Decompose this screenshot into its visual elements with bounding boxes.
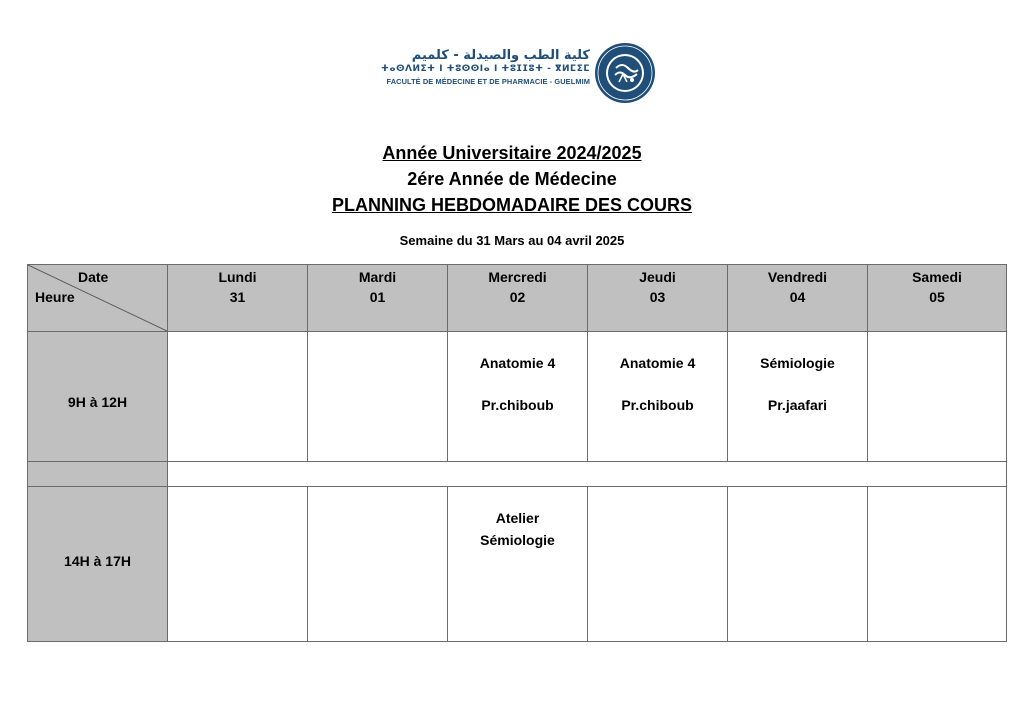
day-header <box>447 264 588 332</box>
date-label: Date <box>78 269 109 285</box>
faculty-name-arabic: كلية الطب والصيدلة - كلميم <box>411 48 590 63</box>
day-number: 03 <box>649 289 666 305</box>
time-slot-afternoon <box>27 486 168 642</box>
corner-cell <box>27 264 168 332</box>
day-name: Jeudi <box>639 269 676 285</box>
course-name: Sémiologie <box>760 355 835 371</box>
document-titles <box>0 140 1024 218</box>
day-header <box>587 264 728 332</box>
day-name: Vendredi <box>767 269 828 285</box>
schedule-cell <box>867 331 1007 462</box>
schedule-cell <box>167 331 308 462</box>
week-range: Semaine du 31 Mars au 04 avril 2025 <box>399 233 625 248</box>
day-number: 01 <box>369 289 386 305</box>
day-number: 05 <box>929 289 945 305</box>
day-number: 31 <box>229 289 246 305</box>
day-name: Lundi <box>218 269 257 285</box>
planning-title: PLANNING HEBDOMADAIRE DES COURS <box>331 195 693 215</box>
day-header <box>867 264 1007 332</box>
day-number: 04 <box>789 289 806 305</box>
time-slot-label: 9H à 12H <box>67 394 128 410</box>
schedule-cell <box>587 331 728 462</box>
schedule-cell <box>867 486 1007 642</box>
university-seal-logo <box>594 42 656 104</box>
hour-label: Heure <box>35 289 75 305</box>
course-name: Anatomie 4 <box>479 355 556 371</box>
schedule-cell <box>307 331 448 462</box>
weekly-timetable <box>27 264 1007 642</box>
professor-name: Pr.chiboub <box>621 397 694 413</box>
schedule-cell <box>727 486 868 642</box>
schedule-cell <box>167 486 308 642</box>
day-header <box>307 264 448 332</box>
day-header <box>167 264 308 332</box>
course-name: Atelier <box>495 510 540 526</box>
day-name: Mardi <box>358 269 397 285</box>
time-slot-morning <box>27 331 168 462</box>
break-row-label <box>27 461 168 487</box>
professor-name: Pr.chiboub <box>481 397 554 413</box>
schedule-cell <box>727 331 868 462</box>
professor-name: Pr.jaafari <box>767 397 828 413</box>
course-name: Anatomie 4 <box>619 355 696 371</box>
day-name: Mercredi <box>488 269 547 285</box>
day-number: 02 <box>509 289 526 305</box>
schedule-cell <box>587 486 728 642</box>
schedule-cell <box>447 331 588 462</box>
program-title: 2ére Année de Médecine <box>407 169 617 189</box>
faculty-header <box>360 42 660 104</box>
day-name: Samedi <box>912 269 962 285</box>
schedule-cell <box>307 486 448 642</box>
day-header <box>727 264 868 332</box>
faculty-name-french: FACULTÉ DE MÉDECINE ET DE PHARMACIE - GUELMIM <box>386 77 590 86</box>
academic-year-title: Année Universitaire 2024/2025 <box>382 143 642 163</box>
schedule-cell <box>447 486 588 642</box>
course-detail: Sémiologie <box>480 532 555 548</box>
faculty-name-tifinagh: ⵜⴰⵙⴷⵍⵉⵜ ⵏ ⵜⵓⵙⵙⵏⴰ ⵏ ⵜⵓⵊⵊⵓⵜ - ⴳⵍⵎⵉⵎ <box>380 64 590 74</box>
faculty-name-block <box>360 48 590 88</box>
break-row <box>167 461 1007 487</box>
time-slot-label: 14H à 17H <box>64 553 131 569</box>
